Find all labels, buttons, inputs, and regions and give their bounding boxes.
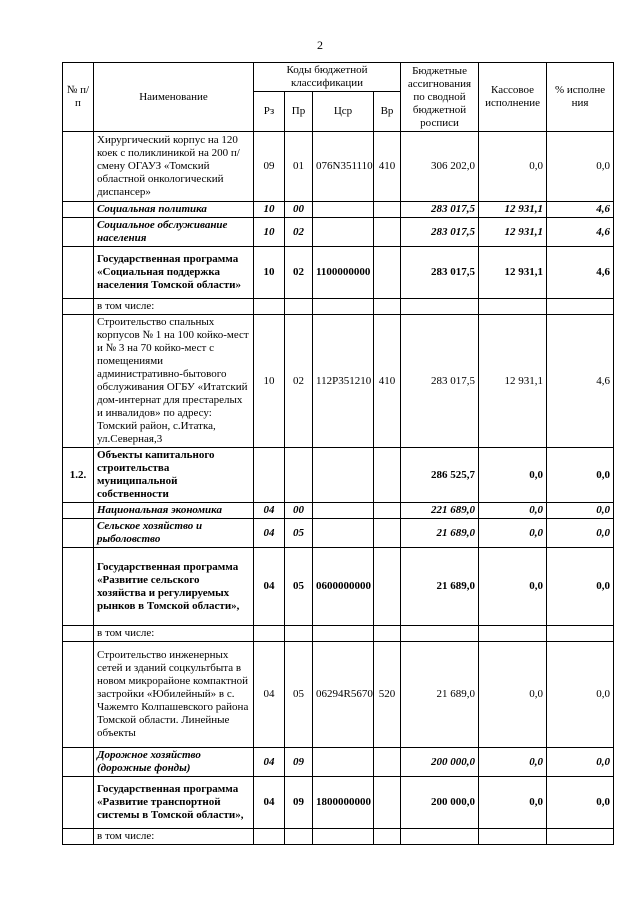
cell-cash (479, 626, 547, 642)
cell-cash: 0,0 (479, 503, 547, 519)
cell-rz: 04 (254, 548, 285, 626)
cell-cash (479, 299, 547, 315)
cell-rz (254, 626, 285, 642)
cell-pr (285, 829, 313, 845)
cell-pr: 00 (285, 503, 313, 519)
header-rz: Рз (254, 92, 285, 132)
cell-name: Государственная программа «Развитие сельского хозяйства и регулируемых рынков в Томской области», (94, 548, 254, 626)
cell-name: Национальная экономика (94, 503, 254, 519)
cell-cash: 12 931,1 (479, 202, 547, 218)
cell-pr: 09 (285, 777, 313, 829)
cell-pct: 0,0 (547, 519, 614, 548)
cell-name: Сельское хозяйство и рыболовство (94, 519, 254, 548)
cell-name: Государственная программа «Развитие транспортной системы в Томской области», (94, 777, 254, 829)
table-row (63, 626, 614, 642)
cell-cash: 0,0 (479, 519, 547, 548)
cell-num (63, 626, 94, 642)
cell-csr (313, 218, 374, 247)
table-row (63, 218, 614, 247)
cell-num (63, 519, 94, 548)
cell-pct: 0,0 (547, 503, 614, 519)
table-row (63, 829, 614, 845)
table-row (63, 448, 614, 503)
budget-table-body (63, 132, 614, 845)
cell-rz: 04 (254, 777, 285, 829)
cell-name: Строительство спальных корпусов № 1 на 100 койко-мест и № 3 на 70 койко-мест с помещениями административно-бытового обслуживания ОГБУ «Итатский дом-интернат для престарелых и инвалидов» по адресу: Томский район, с.Итатка, ул.Северная,3 (94, 315, 254, 448)
cell-rz (254, 448, 285, 503)
cell-vr (374, 829, 401, 845)
cell-csr (313, 626, 374, 642)
cell-budget: 200 000,0 (401, 777, 479, 829)
cell-pct: 0,0 (547, 777, 614, 829)
cell-cash: 12 931,1 (479, 218, 547, 247)
cell-pct: 0,0 (547, 448, 614, 503)
cell-pr: 05 (285, 519, 313, 548)
cell-csr (313, 829, 374, 845)
cell-csr: 076N351110 (313, 132, 374, 202)
cell-pr: 05 (285, 548, 313, 626)
cell-rz: 04 (254, 748, 285, 777)
cell-cash: 0,0 (479, 448, 547, 503)
cell-cash: 0,0 (479, 132, 547, 202)
cell-rz: 10 (254, 218, 285, 247)
cell-rz: 04 (254, 642, 285, 748)
cell-name: Государственная программа «Социальная поддержка населения Томской области» (94, 247, 254, 299)
cell-csr: 06294R5670 (313, 642, 374, 748)
table-row (63, 777, 614, 829)
cell-name: Строительство инженерных сетей и зданий соцкультбыта в новом микрорайоне компактной застройки «Юбилейный» в с. Чажемто Колпашевского района Томской области. Линейные объекты (94, 642, 254, 748)
cell-num (63, 642, 94, 748)
cell-vr (374, 202, 401, 218)
header-name: Наименование (94, 63, 254, 132)
cell-csr (313, 202, 374, 218)
cell-budget (401, 829, 479, 845)
header-codes: Коды бюджетной классификации (254, 63, 401, 92)
cell-pr: 02 (285, 218, 313, 247)
cell-cash: 0,0 (479, 777, 547, 829)
cell-pct: 0,0 (547, 642, 614, 748)
cell-csr (313, 503, 374, 519)
cell-budget: 283 017,5 (401, 315, 479, 448)
cell-vr: 410 (374, 315, 401, 448)
cell-rz: 04 (254, 519, 285, 548)
cell-pr (285, 299, 313, 315)
cell-pct (547, 626, 614, 642)
cell-pct (547, 299, 614, 315)
cell-vr (374, 548, 401, 626)
header-budget: Бюджетные ассигнования по сводной бюджетной росписи (401, 63, 479, 132)
cell-num (63, 247, 94, 299)
header-cash: Кассовое исполнение (479, 63, 547, 132)
header-pr: Пр (285, 92, 313, 132)
cell-vr (374, 748, 401, 777)
cell-budget: 286 525,7 (401, 448, 479, 503)
cell-vr (374, 777, 401, 829)
cell-name: в том числе: (94, 299, 254, 315)
table-row (63, 519, 614, 548)
cell-csr: 1100000000 (313, 247, 374, 299)
cell-vr (374, 519, 401, 548)
cell-cash: 12 931,1 (479, 247, 547, 299)
cell-budget: 283 017,5 (401, 247, 479, 299)
cell-pct: 4,6 (547, 315, 614, 448)
cell-num (63, 748, 94, 777)
cell-num (63, 503, 94, 519)
cell-num (63, 132, 94, 202)
page-number: 2 (317, 38, 323, 52)
table-row (63, 315, 614, 448)
cell-name: в том числе: (94, 829, 254, 845)
cell-name: Объекты капитального строительства муниципальной собственности (94, 448, 254, 503)
cell-name: Хирургический корпус на 120 коек с поликлиникой на 200 п/смену ОГАУЗ «Томский областной онкологический диспансер» (94, 132, 254, 202)
cell-pr: 01 (285, 132, 313, 202)
cell-budget: 283 017,5 (401, 202, 479, 218)
cell-num (63, 829, 94, 845)
cell-rz: 04 (254, 503, 285, 519)
table-row (63, 202, 614, 218)
cell-pct: 0,0 (547, 748, 614, 777)
cell-pct: 4,6 (547, 247, 614, 299)
cell-name: Социальная политика (94, 202, 254, 218)
cell-csr (313, 519, 374, 548)
cell-name: Дорожное хозяйство (дорожные фонды) (94, 748, 254, 777)
cell-csr: 112P351210 (313, 315, 374, 448)
cell-cash: 12 931,1 (479, 315, 547, 448)
cell-pct: 4,6 (547, 202, 614, 218)
cell-pr: 02 (285, 315, 313, 448)
cell-cash: 0,0 (479, 548, 547, 626)
cell-pct (547, 829, 614, 845)
cell-budget: 21 689,0 (401, 548, 479, 626)
cell-vr (374, 218, 401, 247)
cell-rz (254, 829, 285, 845)
cell-csr: 1800000000 (313, 777, 374, 829)
cell-rz: 10 (254, 315, 285, 448)
cell-budget: 221 689,0 (401, 503, 479, 519)
cell-cash: 0,0 (479, 642, 547, 748)
cell-vr (374, 247, 401, 299)
cell-csr: 0600000000 (313, 548, 374, 626)
cell-budget (401, 626, 479, 642)
table-row (63, 748, 614, 777)
cell-num (63, 202, 94, 218)
cell-num (63, 548, 94, 626)
cell-pr: 05 (285, 642, 313, 748)
cell-budget (401, 299, 479, 315)
cell-pct: 0,0 (547, 132, 614, 202)
cell-budget: 283 017,5 (401, 218, 479, 247)
cell-pr (285, 626, 313, 642)
table-row (63, 247, 614, 299)
cell-budget: 21 689,0 (401, 642, 479, 748)
cell-name: Социальное обслуживание населения (94, 218, 254, 247)
cell-num (63, 315, 94, 448)
table-row (63, 548, 614, 626)
cell-vr (374, 448, 401, 503)
cell-vr: 410 (374, 132, 401, 202)
cell-rz: 10 (254, 202, 285, 218)
cell-vr: 520 (374, 642, 401, 748)
cell-cash (479, 829, 547, 845)
table-row (63, 503, 614, 519)
cell-rz: 09 (254, 132, 285, 202)
cell-num (63, 299, 94, 315)
header-csr: Цср (313, 92, 374, 132)
cell-num (63, 777, 94, 829)
header-vr: Вр (374, 92, 401, 132)
cell-vr (374, 299, 401, 315)
cell-csr (313, 748, 374, 777)
cell-pr: 00 (285, 202, 313, 218)
table-row (63, 642, 614, 748)
table-row (63, 132, 614, 202)
cell-csr (313, 448, 374, 503)
cell-budget: 306 202,0 (401, 132, 479, 202)
cell-pct: 4,6 (547, 218, 614, 247)
cell-num: 1.2. (63, 448, 94, 503)
cell-vr (374, 626, 401, 642)
cell-rz: 10 (254, 247, 285, 299)
header-num: № п/п (63, 63, 94, 132)
header-pct: % исполне ния (547, 63, 614, 132)
cell-vr (374, 503, 401, 519)
cell-cash: 0,0 (479, 748, 547, 777)
cell-num (63, 218, 94, 247)
cell-budget: 21 689,0 (401, 519, 479, 548)
cell-pct: 0,0 (547, 548, 614, 626)
cell-csr (313, 299, 374, 315)
cell-rz (254, 299, 285, 315)
budget-table (62, 62, 614, 845)
cell-budget: 200 000,0 (401, 748, 479, 777)
table-row (63, 299, 614, 315)
cell-pr: 09 (285, 748, 313, 777)
cell-pr (285, 448, 313, 503)
cell-pr: 02 (285, 247, 313, 299)
cell-name: в том числе: (94, 626, 254, 642)
